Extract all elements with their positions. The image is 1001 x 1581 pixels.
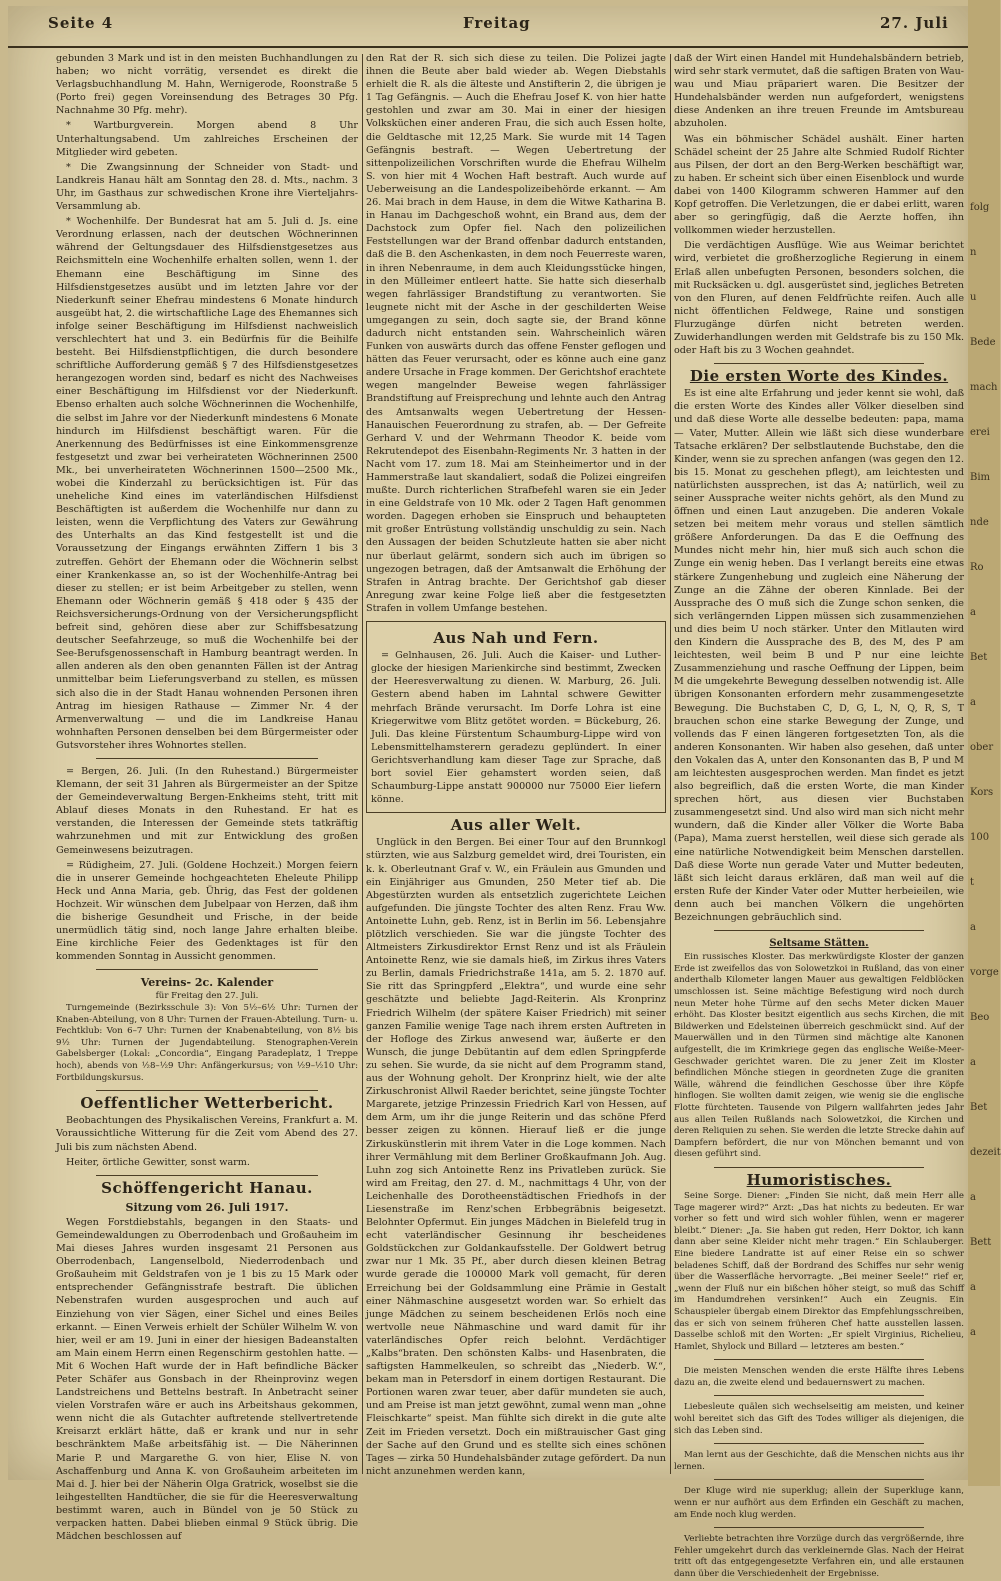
edge-fragment: t — [970, 877, 975, 888]
edge-fragment: Bim — [970, 472, 991, 483]
kindes-title: Die ersten Worte des Kindes. — [689, 367, 949, 386]
edge-fragment: erei — [970, 427, 990, 438]
aphorism: Liebesleute quälen sich wechselseitig am meisten, und keiner wohl bereitet sich das Gift des Todes williger als diejenigen, die sich das Leben sind. — [674, 1402, 964, 1436]
vereins-kalender-subtitle: für Freitag den 27. Juli. — [155, 991, 259, 1002]
edge-fragment: Beo — [970, 1012, 990, 1023]
aphorism: Verliebte betrachten ihre Vorzüge durch das vergrößernde, ihre Fehler umgekehrt durch das verkleinernde Glas. Nach der Heirat tritt oft das entgegengesetzte Verfahren ein, und alle erstaunen dann über die Verschiedenheit der Ergebnisse. — [674, 1534, 964, 1579]
edge-fragment: n — [970, 247, 977, 258]
divider — [714, 363, 924, 364]
divider — [96, 758, 318, 759]
edge-fragment: a — [970, 697, 976, 708]
wetterbericht-forecast: Heiter, örtliche Gewitter, sonst warm. — [66, 1156, 250, 1168]
section-title: Aus Nah und Fern. — [433, 629, 599, 648]
edge-fragment: a — [970, 1327, 976, 1338]
divider — [714, 1443, 924, 1444]
page-number: Seite 4 — [48, 14, 114, 32]
aphorism: Man lernt aus der Geschichte, daß die Menschen nichts aus ihr lernen. — [674, 1450, 964, 1472]
divider — [714, 930, 924, 931]
edge-fragment: vorge — [970, 967, 999, 978]
header-day: Freitag — [463, 14, 531, 32]
edge-fragment: a — [970, 922, 976, 933]
divider — [96, 969, 318, 970]
edge-fragment: a — [970, 1057, 976, 1068]
vereins-kalender-text: Turngemeinde (Bezirksschule 3): Von 5½–6½ Uhr: Turnen der Knaben-Abteilung, von 8 Uhr: Turnen der Frauen-Abteilung. Turn- u. Fechtklub: Von 6–7 Uhr: Turnen der Knabenabteilung, von 8½ bis 9½ Uhr: Turnen der Jugendabteilung. Stenographen-Verein Gabelsberger (Lokal: „Concordia“, Eingang Paradeplatz, 1 Treppe hoch), abends von ½8–½9 Uhr: Anfängerkursus; von ½9–½10 Uhr: Fortbildungskursus. — [56, 1003, 358, 1083]
newspaper-page — [8, 6, 968, 1579]
edge-fragment: Bede — [970, 337, 996, 348]
article-ruedigheim: = Rüdigheim, 27. Juli. (Goldene Hochzeit.) Morgen feiern die in unserer Gemeinde hochgeachteten Eheleute Philipp Heck und Anna Maria, geb. Ührig, das Fest der goldenen Hochzeit. Wir wünschen dem Jubelpaar von Herzen, daß ihm die bisherige Gesundheit und Frische, in der beide unermüdlich tätig sind, noch lange Jahre erhalten bleibe. Eine kirchliche Feier des Gedenktages ist für den kommenden Sonntag in Aussicht genommen. — [56, 859, 358, 963]
edge-fragment: mach — [970, 382, 998, 393]
page-header — [8, 6, 968, 48]
article-continued: den Rat der R. sich sich diese zu teilen. Die Polizei jagte ihnen die Beute aber bald wieder ab. Wegen Diebstahls erhielt die R. als die älteste und Anstifterin 2, die übrigen je 1 Tag Gefängnis. — Auch die Ehefrau Josef K. von hier hatte gestohlen und zwar am 30. Mai in einer der hiesigen Volksküchen einer anderen Frau, die sich auch Essen holte, die Geldtasche mit 12,25 Mark. Sie wurde mit 14 Tagen Gefängnis bestraft. — Wegen Uebertretung der sittenpolizeilichen Vorschriften wurde die Ehefrau Wilhelm S. von hier mit 4 Wochen Haft bestraft. Auch wurde auf Ueberweisung an die Landespolizeibehörde erkannt. — Am 26. Mai brach in dem Hause, in dem die Witwe Katharina B. in Hanau im Dachgeschoß wohnt, ein Brand aus, dem der Dachstock zum Opfer fiel. Nach den polizeilichen Feststellungen war der Brand offenbar dadurch entstanden, daß die B. den Aschenkasten, in dem noch Feuerreste waren, in ihren Nebenraume, in dem auch Kleidungsstücke hingen, in den Mülleimer entleert hatte. Sie hatte sich dieserhalb wegen fahrlässiger Brandstiftung zu verantworten. Sie leugnete nicht mit der Asche in der geschilderten Weise umgegangen zu sein, doch sagte sie, der Brand könne dadurch nicht entstanden sein. Wahrscheinlich wären Funken von auswärts durch das offene Fenster geflogen und hätten das Feuer verursacht, oder es könne auch eine ganz andere Ursache in Frage kommen. Der Gerichtshof erachtete wegen mangelnder Beweise wegen fahrlässiger Brandstiftung auf Freisprechung und lehnte auch den Antrag des Amtsanwalts wegen Uebertretung der Hessen-Hanauischen Feuerordnung zu strafen, ab. — Der Gefreite Gerhard V. und der Wehrmann Theodor K. beide vom Rekrutendepot des Eisenbahn-Regiments Nr. 3 hatten in der Nacht vom 17. zum 18. Mai am Steinheimertor und in der Hammerstraße laut skandaliert, sodaß die Polizei eingreifen mußte. Durch richterlichen Strafbefehl waren sie ein Jeder in eine Geldstrafe von 10 Mk. oder 2 Tagen Haft genommen worden. Dagegen erhoben sie Einspruch und behaupteten mit großer Entrüstung vollständig unschuldig zu sein. Nach den Aussagen der beiden Schutzleute hatten sie aber nicht nur überlaut gelärmt, sondern sich auch im übrigen so ungezogen betragen, daß der Amtsanwalt die Erhöhung der Strafen in Antrag brachte. Der Gerichtshof gab dieser Anregung zwar keine Folge ließ aber die festgesetzten Strafen in vollem Umfange bestehen. — [366, 53, 666, 614]
notice-schneiderinnung: * Die Zwangsinnung der Schneider von Stadt- und Landkreis Hanau hält am Sonntag den 28. d. Mts., nachm. 3 Uhr, im Gasthaus zur schwedischen Krone ihre Vierteljahrs-Versammlung ab. — [56, 161, 358, 213]
divider — [714, 1479, 924, 1480]
article-bergen: = Bergen, 26. Juli. (In den Ruhestand.) Bürgermeister Klemann, der seit 31 Jahren als Bürgermeister an der Spitze der Gemeindeverwaltung Bergen-Enkheims steht, tritt mit Ablauf dieses Monats in den Ruhestand. Er hat es verstanden, die Interessen der Gemeinde stets tatkräftig wahrzunehmen und mit zur Entwicklung des großen Gemeinwesens beizutragen. — [56, 765, 358, 856]
schoeffengericht-subtitle: Sitzung vom 26. Juli 1917. — [125, 1200, 289, 1214]
schoeffengericht-text: Wegen Forstdiebstahls, begangen in den Staats- und Gemeindewaldungen zu Oberrodenbach und Großauheim im Mai dieses Jahres wurden insgesamt 21 Personen aus Oberrodenbach, Langenselbold, Niederrodenbach und Großauheim mit Geldstrafen von je 1 bis zu 15 Mark oder entsprechender Gefängnisstrafe bestraft. Die üblichen Nebenstrafen wurden ausgesprochen und auch auf Einziehung von vier Sägen, einer Sichel und eines Beiles erkannt. — Einen Verweis erhielt der Schüler Wilhelm W. von hier, weil er am 19. Juni in einer der hiesigen Badeanstalten am Main einem Herrn einen Regenschirm gestohlen hatte. — Mit 6 Wochen Haft wurde der in Haft befindliche Bäcker Peter Schäfer aus Gonsbach in der Rheinprovinz wegen Landstreichens und Bettelns bestraft. In Anbetracht seiner vielen Vorstrafen wäre er auch ins Arbeitshaus gekommen, wenn nicht die als Gutachter auftretende stellvertretende Kreisarzt erklärt hätte, daß er krank und nur in sehr beschränktem Maße arbeitsfähig ist. — Die Näherinnen Marie P. und Margarethe G. von hier, Elise N. von Aschaffenburg und Anna K. von Großauheim arbeiteten im Mai d. J. hier bei der Näherin Olga Gratrick, woselbst sie die leihgestellten Handtücher, die sie für die Heeresverwaltung bestimmt waren, auch in Bündel von je 50 Stück zu verpacken hatten. Dabei blieben einmal 9 Stück übrig. Die Mädchen beschlossen auf — [56, 1216, 358, 1543]
article-ausfluege: Die verdächtigen Ausflüge. Wie aus Weimar berichtet wird, verbietet die großherzogliche Regierung in einem Erlaß allen unbefugten Personen, besonders solchen, die mit Rucksäcken u. dgl. ausgerüstet sind, jegliches Betreten von den Fluren, auf denen Feldfrüchte reifen. Auch alle nicht öffentlichen Feldwege, Raine und sonstigen Flurzugänge dürfen nicht betreten werden. Zuwiderhandlungen werden mit Geldstrafe bis zu 150 Mk. oder Haft bis zu 3 Wochen geahndet. — [674, 240, 964, 357]
aphorism: Die meisten Menschen wenden die erste Hälfte ihres Lebens dazu an, die zweite elend und bedauernswert zu machen. — [674, 1366, 964, 1388]
kindes-text: Es ist eine alte Erfahrung und jeder kennt sie wohl, daß die ersten Worte des Kindes aller Völker dieselben sind und daß diese Worte alle desselbe bedeuten: papa, mama — Vater, Mutter. Allein wie läßt sich diese wunderbare Tatsache erklären? Der selbstlautende Buchstabe, den die Kinder, wenn sie zu sprechen anfangen (was gegen den 12. bis 15. Monat zu geschehen pflegt), am leichtesten und natürlichsten aussprechen, ist das A; natürlich, weil zu seiner Aussprache weiter nichts gehört, als den Mund zu öffnen und einen Laut anzugeben. Die anderen Vokale setzen bei meitem mehr voraus und stellen sämtlich größere Anforderungen. Da das E die Oeffnung des Mundes nicht mehr hin, hier muß sich auch schon die Zunge ein wenig heben. Das I verlangt bereits eine etwas stärkere Zungenhebung und zugleich eine Näherung der Zunge an die Zähne der oberen Kinnlade. Bei der Aussprache des O muß sich die Zunge schon senken, die sich verlängernden Lippen müssen sich zusammenziehen und dies beim U noch stärker. Unter den Mitlauten wird den Kindern die Aussprache des B, des M, des P am leichtesten, weil beim B und P nur eine leichte Zusammenziehung und rasche Oeffnung der Lippen, beim M die umgekehrte Bewegung desselben notwendig ist. Alle übrigen Konsonanten erfordern mehr zusammengesetzte Bewegung. Die Buchstaben C, D, G, L, N, Q, R, S, T brauchen schon eine starke Bewegung der Zunge, und vollends das F einen längeren fortgesetzten Ton, als die anderen Konsonanten. Wir haben also gesehen, daß unter den Vokalen das A, unter den Konsonanten das B, P und M am leichtesten ausgesprochen werden. Man findet es jetzt also begreiflich, daß die ersten Worte, die man Kinder sprechen hört, aus diesen vier Buchstaben zusammengesetzt sind. Und also wird man sich nicht mehr wundern, daß die Kinder aller Völker die Worte Baba (Papa), Mama zuerst herstellen, weil diese sich gerade als eine natürliche Notwendigkeit beim Menschen darstellen. Daß diese Worte nun gerade Vater und Mutter bedeuten, läßt sich leicht daraus erklären, daß man weil auf die ersten Rufe der Kinder Vater oder Mutter herbeieilen, wie denn auch bei manchen Völkern die ungehörten Bezeichnungen gebräuchlich sind. — [674, 388, 964, 923]
edge-fragment: Kors — [970, 787, 994, 798]
notice-wartburgverein: * Wartburgverein. Morgen abend 8 Uhr Unterhaltungsabend. Um zahlreiches Erscheinen der Mitglieder wird gebeten. — [56, 120, 358, 158]
section-aus-nah-und-fern — [366, 621, 666, 813]
section-aus-aller-welt-title: Aus aller Welt. — [450, 816, 582, 835]
edge-fragment: Bet — [970, 652, 988, 663]
edge-fragment: a — [970, 607, 976, 618]
article-schaedel: Was ein böhmischer Schädel aushält. Einer harten Schädel scheint der 25 Jahre alte Schmied Rudolf Richter aus Pilsen, der dort an den Berg-Werken beschäftigt war, zu haben. Er scheint sich über einen Eisenblock und wurde dabei von 1400 Kilogramm schweren Hammer auf den Kopf getroffen. Die Verletzungen, die er dabei erlitt, waren aber so geringfügig, daß die Aerzte hoffen, ihn vollkommen wieder herzustellen. — [674, 133, 964, 237]
edge-fragment: folg — [970, 202, 990, 213]
edge-fragment: Ro — [970, 562, 984, 573]
divider — [96, 1175, 318, 1176]
vereins-kalender-title: Vereins- 2c. Kalender — [140, 976, 274, 990]
seltsame-staetten-text: Ein russisches Kloster. Das merkwürdigste Kloster der ganzen Erde ist zweifellos das von Solowetzkoi in Rußland, das von einer anderthalb Kilometer langen Mauer aus gewaltigen Feldblöcken umschlossen ist. Seine mächtige Befestigung wird noch durch neun Meter hohe Türme auf den sechs Meter dicken Mauer erhöht. Das Kloster besitzt eigentlich aus sechs Kirchen, die mit Bildwerken und Edelsteinen überreich geschmückt sind. Auf der Mauerwällen und in den Türmen sind mächtige alte Kanonen aufgestellt, die im Krimkriege gegen das englische Weiße-Meer-Geschwader gerichtet waren. Die zu jener Zeit im Kloster befindlichen Mönche stiegen in geordneten Zuge die graniten Wälle, während die feindlichen Geschosse über ihre Köpfe hinflogen. Sie wollten damit zeigen, wie wenig sie die englische Flotte fürchteten. Tausende von Pilgern wallfahrten jedes Jahr aus allen Teilen Rußlands nach Solowetzkoi, die Kirchen und deren Reliquien zu sehen. Sie werden die letzte Strecke dahin auf Dampfern befördert, die nur von Mönchen bemannt und von diesen geführt sind. — [674, 952, 964, 1160]
section-text: = Gelnhausen, 26. Juli. Auch die Kaiser- und Luther-glocke der hiesigen Marienkirche sind bestimmt, Zwecken der Heeresverwaltung zu dienen. W. Marburg, 26. Juli. Gestern abend haben im Lahntal schwere Gewitter mehrfach Brände verursacht. Im Dorfe Lohra ist eine Kriegerwitwe vom Blitz getötet worden. = Bückeburg, 26. Juli. Das kleine Fürstentum Schaumburg-Lippe wird von Lebensmittelhamsterern geradezu geplündert. In einer Gerichtsverhandlung kam dieser Tage zur Sprache, daß bort soviel Eier gehamstert worden seien, daß Schaumburg-Lippe anstatt 900000 nur 75000 Eier liefern könne. — [371, 650, 661, 806]
edge-fragment: u — [970, 292, 977, 303]
edge-fragment: ober — [970, 742, 994, 753]
edge-fragment: Bet — [970, 1102, 988, 1113]
column-rule — [362, 54, 363, 1474]
divider — [96, 1090, 318, 1091]
wetterbericht-text: Beobachtungen des Physikalischen Vereins, Frankfurt a. M. Voraussichtliche Witterung für die Zeit vom Abend des 27. Juli bis zum nächsten Abend. — [56, 1115, 358, 1153]
column-1 — [56, 52, 358, 1543]
column-2 — [366, 52, 666, 1477]
edge-fragment: Bett — [970, 1237, 992, 1248]
edge-fragment: 100 — [970, 832, 990, 843]
edge-fragment: nde — [970, 517, 989, 528]
section-aus-aller-welt-text: Unglück in den Bergen. Bei einer Tour auf den Brunnkogl stürzten, wie aus Salzburg gemeldet wird, drei Touristen, ein k. k. Oberleutnant Graf v. W., ein Fräulein aus Gmunden und ein Einjähriger aus Gmunden, 250 Meter tief ab. Die Abgestürzten wurden als entsetzlich zugerichtete Leichen aufgefunden. Die jüngste Tochter des alten Renz. Frau Ww. Antoinette Luhn, geb. Renz, ist in Berlin im 56. Lebensjahre plötzlich verschieden. Sie war die jüngste Tochter des Altmeisters Zirkusdirektor Ernst Renz und ist als Fräulein Antoinette Renz, wie sie damals hieß, im Zirkus ihres Vaters zu Berlin, damals Friedrichstraße 141a, am 5. 2. 1870 auf. Sie ritt das Springpferd „Elektra“, und wurde eine sehr geschätzte und beliebte Jagd-Reiterin. Als Kronprinz Friedrich Wilhelm (der spätere Kaiser Friedrich) mit seiner ganzen Familie wenige Tage nach ihrem ersten Auftreten in der Hofloge des Zirkus anwesend war, äußerte er den Wunsch, die junge Debütantin auf dem edlen Springpferde zu sehen. Sie wurde, da sie nicht auf dem Programm stand, aus der Wohnung geholt. Der Kronprinz hielt, wie der alte Zirkuschronist Allwil Raeder berichtet, seine jüngste Tochter Margarete, jetzige Prinzessin Friedrich Karl von Hessen, auf dem Arm, um ihr die junge Reiterin und das schöne Pferd besser zeigen zu können. Hierauf ließ er die junge Zirkuskünstlerin mit ihrem Vater in die Loge kommen. Nach ihrer Vermählung mit dem Berliner Großkaufmann Joh. Aug. Luhn zog sich Antoinette Renz ins Privatleben zurück. Sie wird am Freitag, den 27. d. M., nachmittags 4 Uhr, von der Leichenhalle des Dorotheenstädtischen Friedhofs in der Liesenstraße im Renz'schen Erbbegräbnis beigesetzt. Belohnter Opfermut. Ein junges Mädchen in Bielefeld trug in echt vaterländischer Gesinnung ihr bescheidenes Goldstückchen zur Goldankaufsstelle. Der Goldwert betrug zwar nur 1 Mk. 35 Pf., aber durch diesen kleinen Betrag wurde gerade die 100000 Mark voll gemacht, für deren Erreichung bei der Goldsammlung eine Prämie in Gestalt einer Nähmaschine ausgesetzt worden war. So erhielt das junge Mädchen zu seinem bescheidenen Erlös noch eine wertvolle neue Nähmaschine und ward damit für ihr vaterländisches Opfer reich belohnt. Verdächtiger „Kalbs“braten. Den schönsten Kalbs- und Hasenbraten, die saftigsten Hammelkeulen, so schreibt das „Niederb. W.“, bekam man in Petersdorf in einem dortigen Restaurant. Die Portionen waren zwar teuer, aber dafür mundeten sie auch, und am Preise ist man jetzt gewöhnt, zumal wenn man „ohne Fleischkarte“ speist. Man fühlte sich direkt in die gute alte Zeit im Frieden versetzt. Doch ein mißtrauischer Gast ging der Sache auf den Grund und es stellte sich eines schönen Tages — zirka 50 Hundehalsbänder zutage gefördert. Da nun nicht anzunehmen werden kann, — [366, 837, 666, 1477]
divider — [714, 1395, 924, 1396]
edge-fragment: a — [970, 1282, 976, 1293]
edge-fragment: a — [970, 1192, 976, 1203]
article-continued: daß der Wirt einen Handel mit Hundehalsbändern betrieb, wird sehr stark vermutet, daß die saftigen Braten von Wau-wau und Miau präpariert waren. Die Besitzer der Hundehalsbänder werden nun aufgefordert, wenigstens diese Andenken an ihre treuen Freunde im Amtsbureau abzuholen. — [674, 53, 964, 130]
divider — [714, 1167, 924, 1168]
column-rule — [670, 54, 671, 1474]
humoristisches-title: Humoristisches. — [746, 1170, 892, 1189]
adjacent-page-edge — [968, 0, 1000, 1486]
column-3 — [674, 52, 964, 1579]
seltsame-staetten-title: Seltsame Stätten. — [769, 938, 869, 950]
aphorism: Der Kluge wird nie superklug; allein der Superkluge kann, wenn er nur aufhört aus dem Erfinden ein Geschäft zu machen, am Ende noch klug werden. — [674, 1486, 964, 1520]
edge-fragment: dezeit — [970, 1147, 1001, 1158]
article-text: gebunden 3 Mark und ist in den meisten Buchhandlungen zu haben; wo nicht vorrätig, versendet es direkt die Verlagsbuchhandlung M. Hahn, Wernigerode, Roonstraße 5 (Porto frei) gegen Voreinsendung des Betrages 30 Pfg. Nachnahme 30 Pfg. mehr). — [56, 53, 358, 117]
header-date: 27. Juli — [880, 14, 949, 32]
divider — [714, 1359, 924, 1360]
humoristisches-text: Seine Sorge. Diener: „Finden Sie nicht, daß mein Herr alle Tage magerer wird?“ Arzt: „Das hat nichts zu bedeuten. Er war vorher so fett und wird sich wohler fühlen, wenn er magerer bleibt.“ Diener: „Ja. Sie haben gut reden, Herr Doktor, ich kann dann aber seine Kleider nicht mehr tragen.“ Ein Schlauberger. Eine biedere Landratte ist auf einer Reise ein so schwer beladenes Schiff, daß der Bordrand des Schiffes nur sehr wenig über die Wasserfläche hervorragte. „Bei meiner Seele!“ rief er, „wenn der Fluß nur ein bißchen höher steigt, so muß das Schiff im Handumdrehen versinken!“ Auch ein Zeugnis. Ein Schauspieler übergab einem Direktor das Empfehlungsschreiben, das er sich von seinem früheren Chef hatte ausstellen lassen. Dasselbe schloß mit den Worten: „Er spielt Virginius, Richelieu, Hamlet, Shylock und Billard — letzteres am besten.“ — [674, 1190, 964, 1352]
article-wochenhilfe: * Wochenhilfe. Der Bundesrat hat am 5. Juli d. Js. eine Verordnung erlassen, nach der deutschen Wöchnerinnen während der Geltungsdauer des Hilfsdienstgesetzes aus Reichsmitteln eine Wochenhilfe erhalten sollen, wenn 1. der Ehemann eine Beschäftigung im Sinne des Hilfsdienstgesetzes ausübt und im letzten Jahre vor der Niederkunft seiner Ehefrau mindestens 6 Monate hindurch ausgeübt hat, 2. die wirtschaftliche Lage des Ehemannes sich infolge seiner Beschäftigung im Hilfsdienst nachweislich verschlechtert hat und 3. ein Bedürfnis für die Beihilfe besteht. Bei Hilfsdienstpflichtigen, die durch besondere schriftliche Aufforderung gemäß § 7 des Hilfsdienstgesetzes herangezogen worden sind, bedarf es nicht des Nachweises einer Beschäftigung im Hilfsdienst vor der Niederkunft. Ebenso erhalten auch solche Wöchnerinnen die Wochenhilfe, die selbst im Jahre vor der Niederkunft mindestens 6 Monate hindurch im Hilfsdienst beschäftigt waren. Für die Anerkennung des Bedürfnisses ist eine Einkommensgrenze festgesetzt und zwar bei verheirateten Wöchnerinnen 2500 Mk., bei unverheirateten Wöchnerinnen 1500—2500 Mk., wobei die Kinderzahl zu berücksichtigen ist. Für das uneheliche Kind eines im vaterländischen Hilfsdienst Beschäftigten ist außerdem die Wochenhilfe nur dann zu leisten, wenn die Verpflichtung des Vaters zur Gewährung des Unterhalts an das Kind festgestellt ist und die Voraussetzung der Eingangs erwähnten Ziffern 1 bis 3 zutreffen. Gehört der Ehemann oder die Wöchnerin selbst einer Krankenkasse an, so ist der Wochenhilfe-Antrag bei dieser zu stellen; er ist beim Arbeitgeber zu stellen, wenn Ehemann oder Wöchnerin gemäß § 418 oder § 435 der Reichsversicherungs-Ordnung von der Versicherungspflicht befreit sind, gehören diese aber zur Schiffsbesatzung deutscher Seefahrzeuge, so muß die Wochenhilfe bei der See-Berufsgenossenschaft in Hamburg beantragt werden. In allen anderen als den oben genannten Fällen ist der Antrag unmittelbar beim Lieferungsverband zu stellen, es müssen sich also die in der Stadt Hanau wohnenden Personen ihren Antrag im hiesigen Rathause — Zimmer Nr. 4 der Armenverwaltung — und die im Landkreise Hanau wohnhaften Personen denselben bei dem Bürgermeister oder Gutsvorsteher ihres Wohnortes stellen. — [56, 216, 358, 751]
divider — [714, 1527, 924, 1528]
schoeffengericht-title: Schöffengericht Hanau. — [101, 1178, 313, 1197]
wetterbericht-title: Oeffentlicher Wetterbericht. — [80, 1094, 334, 1113]
